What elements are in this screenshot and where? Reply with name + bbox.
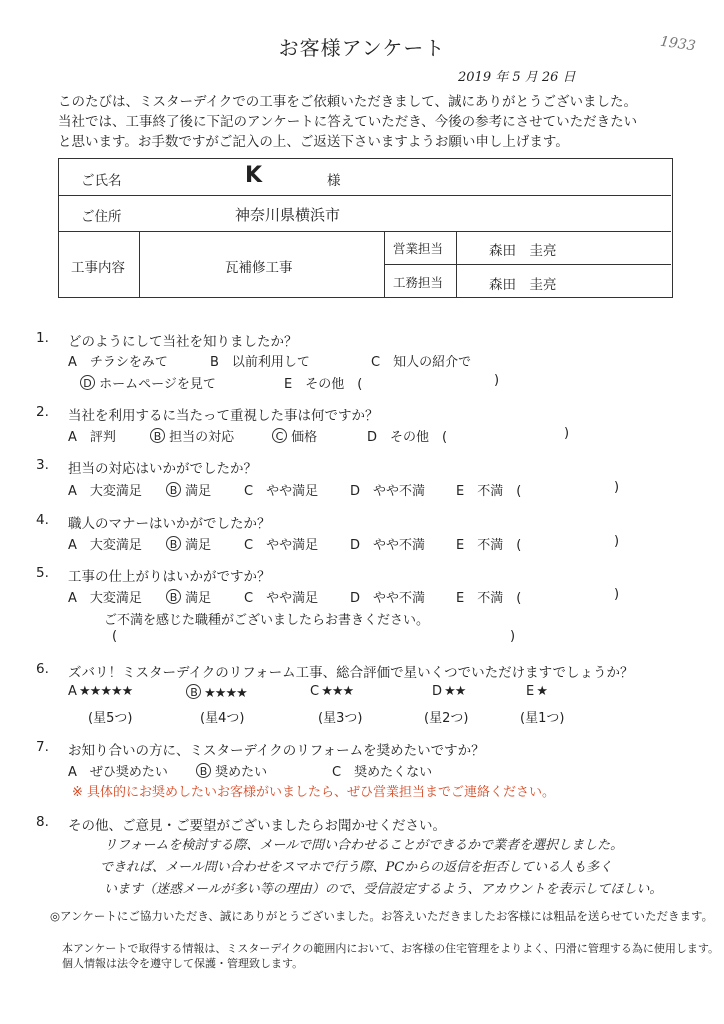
q1-text: どのようにして当社を知りましたか？ xyxy=(68,334,298,350)
q7-option-a[interactable]: A ぜひ奨めたい xyxy=(68,765,168,780)
q2-option-b-label: 担当の対応 xyxy=(169,430,235,445)
q6-e-sub: (星1つ) xyxy=(520,711,565,726)
q5-number: 5. xyxy=(36,565,49,581)
q1-option-d-label: ホームページを見て xyxy=(99,377,216,392)
q5-option-a[interactable]: A 大変満足 xyxy=(68,591,142,606)
selected-circle: B xyxy=(166,536,181,551)
footer-thanks: ◎アンケートにご協力いただき、誠にありがとうございました。お答えいただきましたお客様には粗品を送らせていただきます。 xyxy=(50,909,714,923)
q1-number: 1. xyxy=(36,330,49,346)
q5-sub-paren-close: ) xyxy=(510,629,516,644)
q7-text: お知り合いの方に、ミスターデイクのリフォームを奨めたいですか？ xyxy=(68,743,485,759)
q4-option-a[interactable]: A 大変満足 xyxy=(68,538,142,553)
customer-info-table xyxy=(58,158,673,298)
q2-number: 2. xyxy=(36,404,49,420)
q8-number: 8. xyxy=(36,814,49,830)
q5-option-d[interactable]: D やや不満 xyxy=(350,591,426,606)
q8-text: その他、ご意見・ご要望がございましたらお聞かせください。 xyxy=(68,818,446,834)
selected-circle: C xyxy=(272,428,287,443)
q3-option-a[interactable]: A 大変満足 xyxy=(68,484,142,499)
work-value: 瓦補修工事 xyxy=(225,260,293,276)
selected-circle: B xyxy=(150,428,165,443)
q2-option-d[interactable]: D その他 ( xyxy=(367,430,448,445)
q5-option-c[interactable]: C やや満足 xyxy=(244,591,319,606)
selected-circle: B xyxy=(166,589,181,604)
q4-option-b-label: 満足 xyxy=(185,538,212,553)
intro-line-2: 当社では、工事終了後に下記のアンケートに答えていただき、今後の参考にさせていただきたい xyxy=(58,114,638,130)
page-number: 1933 xyxy=(659,33,697,55)
q2-option-b[interactable] xyxy=(150,426,234,445)
q1-option-d[interactable] xyxy=(80,373,216,392)
date: 2019 年 5 月 26 日 xyxy=(458,70,576,85)
q4-option-e[interactable]: E 不満 ( xyxy=(456,538,522,553)
q2-option-d-close: ) xyxy=(564,426,570,441)
q2-option-c[interactable] xyxy=(272,426,317,445)
selected-circle: B xyxy=(166,482,181,497)
footer-privacy-2: 個人情報は法令を遵守して保護・管理致します。 xyxy=(62,957,304,970)
sales-label: 営業担当 xyxy=(393,241,444,256)
q3-option-b[interactable] xyxy=(166,480,211,499)
q3-number: 3. xyxy=(36,457,49,473)
q7-number: 7. xyxy=(36,739,49,755)
sales-value: 森田 圭亮 xyxy=(489,243,557,259)
engineer-label: 工務担当 xyxy=(393,275,444,290)
q5-option-b[interactable] xyxy=(166,587,211,606)
q6-option-d[interactable]: D ★★ xyxy=(432,684,466,699)
q3-option-e[interactable]: E 不満 ( xyxy=(456,484,522,499)
q7-option-b[interactable] xyxy=(196,761,267,780)
q5-option-b-label: 満足 xyxy=(185,591,212,606)
q5-sub-question: ご不満を感じた職種がございましたらお書きください。 xyxy=(104,613,430,628)
q8-answer-line-1: リフォームを検討する際、メールで問い合わせることができるかで業者を選択しました。 xyxy=(104,838,624,853)
q4-option-d[interactable]: D やや不満 xyxy=(350,538,426,553)
q6-option-c[interactable]: C ★★★ xyxy=(310,684,354,699)
intro-text xyxy=(58,92,678,152)
q6-c-sub: (星3つ) xyxy=(318,711,363,726)
name-suffix: 様 xyxy=(327,173,341,189)
q5-text: 工事の仕上がりはいかがですか？ xyxy=(68,569,271,585)
q1-option-b[interactable]: B 以前利用して xyxy=(210,355,310,370)
q4-option-e-close: ) xyxy=(614,534,620,549)
q1-option-c[interactable]: C 知人の紹介で xyxy=(371,355,472,370)
intro-line-3: と思います。お手数ですがご記入の上、ご返送下さいますようお願い申し上げます。 xyxy=(58,134,569,150)
q6-a-sub: (星5つ) xyxy=(88,711,133,726)
selected-circle: D xyxy=(80,375,95,390)
q3-text: 担当の対応はいかがでしたか？ xyxy=(68,461,257,477)
q8-answer-line-3: います（迷惑メールが多い等の理由）ので、受信設定するよう、アカウントを表示してほしい。 xyxy=(104,882,663,897)
name-label: ご氏名 xyxy=(81,173,122,189)
q6-number: 6. xyxy=(36,661,49,677)
q4-text: 職人のマナーはいかがでしたか？ xyxy=(68,516,271,532)
selected-circle: B xyxy=(196,763,211,778)
address-value: 神奈川県横浜市 xyxy=(235,206,341,224)
q6-d-sub: (星2つ) xyxy=(424,711,469,726)
q5-option-e-close: ) xyxy=(614,587,620,602)
q5-option-e[interactable]: E 不満 ( xyxy=(456,591,522,606)
name-value: K xyxy=(245,163,263,188)
q6-option-b[interactable] xyxy=(186,684,247,701)
q6-b-sub: (星4つ) xyxy=(200,711,245,726)
engineer-value: 森田 圭亮 xyxy=(489,277,557,293)
address-label: ご住所 xyxy=(81,209,122,225)
q5-sub-paren-open: ( xyxy=(112,629,118,644)
q2-option-c-label: 価格 xyxy=(291,430,318,445)
q3-option-d[interactable]: D やや不満 xyxy=(350,484,426,499)
q4-option-c[interactable]: C やや満足 xyxy=(244,538,319,553)
q6-option-e[interactable]: E ★ xyxy=(526,684,548,699)
intro-line-1: このたびは、ミスターデイクでの工事をご依頼いただきまして、誠にありがとうございました。 xyxy=(58,94,638,110)
q7-note: ※ 具体的にお奨めしたいお客様がいましたら、ぜひ営業担当までご連絡ください。 xyxy=(72,785,556,800)
work-label: 工事内容 xyxy=(71,260,125,276)
q7-option-c[interactable]: C 奨めたくない xyxy=(332,765,433,780)
q6-text: ズバリ！ミスターデイクのリフォーム工事、総合評価で星いくつでいただけますでしょうか？ xyxy=(68,665,634,681)
q1-option-a[interactable]: A チラシをみて xyxy=(68,355,168,370)
q8-answer-line-2: できれば、メール問い合わせをスマホで行う際、PCからの返信を拒否している人も多く xyxy=(100,860,613,875)
q3-option-c[interactable]: C やや満足 xyxy=(244,484,319,499)
q4-number: 4. xyxy=(36,512,49,528)
page-title: お客様アンケート xyxy=(278,36,446,60)
q1-option-e[interactable]: E その他 ( xyxy=(284,377,363,392)
q3-option-e-close: ) xyxy=(614,480,620,495)
q7-option-b-label: 奨めたい xyxy=(215,765,268,780)
q6-option-b-label: ★★★★ xyxy=(204,686,247,701)
q1-option-e-close: ) xyxy=(494,373,500,388)
footer-privacy-1: 本アンケートで取得する情報は、ミスターデイクの範囲内において、お客様の住宅管理をよりよく、円滑に管理する為に使用します。 xyxy=(62,942,720,955)
q4-option-b[interactable] xyxy=(166,534,211,553)
q2-text: 当社を利用するに当たって重視した事は何ですか？ xyxy=(68,408,379,424)
q3-option-b-label: 満足 xyxy=(185,484,212,499)
q6-option-a[interactable]: A ★★★★★ xyxy=(68,684,133,699)
selected-circle: B xyxy=(186,684,201,699)
q2-option-a[interactable]: A 評判 xyxy=(68,430,116,445)
